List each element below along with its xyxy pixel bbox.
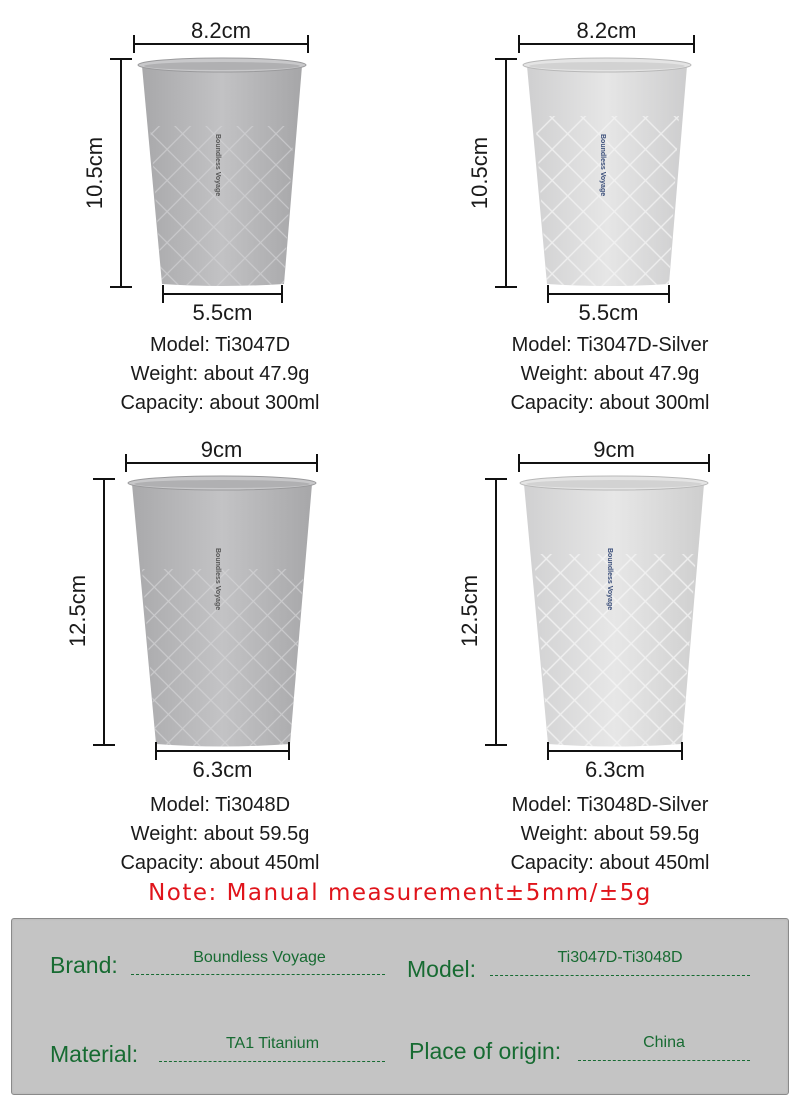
top-diameter-line bbox=[518, 462, 710, 464]
model-value: Ti3047D-Ti3048D bbox=[557, 949, 683, 966]
spec-block bbox=[450, 331, 770, 418]
height-label: 10.5cm bbox=[82, 136, 107, 210]
cup-logo-text: Boundless Voyage bbox=[214, 548, 221, 611]
brand-label: Brand: bbox=[50, 952, 118, 978]
spec-block bbox=[60, 331, 380, 418]
bottom-diameter-line bbox=[547, 293, 670, 295]
capacity-text: Capacity: about 450ml bbox=[120, 852, 320, 874]
cup-logo-text: Boundless Voyage bbox=[606, 548, 613, 611]
origin-value: China bbox=[643, 1034, 685, 1051]
bottom-diameter-label: 5.5cm bbox=[192, 300, 253, 325]
cup-image-gray-small bbox=[136, 56, 308, 288]
top-diameter-line bbox=[518, 43, 695, 45]
material-field bbox=[50, 1041, 138, 1068]
bottom-diameter-line bbox=[162, 293, 283, 295]
material-value: TA1 Titanium bbox=[225, 1035, 320, 1052]
height-label: 10.5cm bbox=[467, 136, 492, 210]
bottom-diameter-label: 6.3cm bbox=[192, 757, 253, 782]
top-diameter-label: 8.2cm bbox=[576, 18, 637, 43]
height-line bbox=[505, 58, 507, 288]
height-line bbox=[120, 58, 122, 288]
cup-logo-text: Boundless Voyage bbox=[599, 134, 606, 197]
weight-text: Weight: about 59.5g bbox=[130, 823, 310, 845]
top-diameter-line bbox=[125, 462, 318, 464]
cup-image-gray-large bbox=[126, 474, 318, 750]
model-label: Model: bbox=[407, 956, 477, 982]
origin-underline bbox=[578, 1060, 750, 1061]
top-diameter-line bbox=[133, 43, 309, 45]
bottom-diameter-line bbox=[155, 750, 290, 752]
model-text: Model: Ti3047D bbox=[149, 334, 291, 356]
height-label: 12.5cm bbox=[65, 574, 90, 648]
model-field bbox=[407, 956, 476, 983]
top-diameter-label: 8.2cm bbox=[191, 18, 251, 43]
material-label: Material: bbox=[50, 1041, 139, 1067]
capacity-text: Capacity: about 450ml bbox=[510, 852, 710, 874]
weight-text: Weight: about 47.9g bbox=[130, 363, 310, 385]
height-line bbox=[495, 478, 497, 746]
bottom-diameter-line bbox=[547, 750, 683, 752]
height-line bbox=[103, 478, 105, 746]
spec-block bbox=[450, 791, 770, 878]
cup-logo-text: Boundless Voyage bbox=[214, 134, 221, 197]
cup-image-silver-large bbox=[518, 474, 710, 750]
top-diameter-label: 9cm bbox=[200, 437, 243, 462]
top-diameter-label: 9cm bbox=[593, 437, 635, 462]
capacity-text: Capacity: about 300ml bbox=[510, 392, 710, 414]
weight-text: Weight: about 59.5g bbox=[520, 823, 700, 845]
brand-value: Boundless Voyage bbox=[193, 949, 326, 966]
weight-text: Weight: about 47.9g bbox=[520, 363, 700, 385]
brand-field bbox=[50, 952, 118, 979]
origin-label: Place of origin: bbox=[409, 1038, 562, 1064]
model-text: Model: Ti3048D-Silver bbox=[511, 794, 709, 816]
brand-underline bbox=[131, 974, 385, 975]
product-info-box bbox=[11, 918, 789, 1095]
material-underline bbox=[159, 1061, 385, 1062]
origin-field bbox=[409, 1038, 561, 1065]
model-text: Model: Ti3047D-Silver bbox=[511, 334, 709, 356]
capacity-text: Capacity: about 300ml bbox=[120, 392, 320, 414]
model-text: Model: Ti3048D bbox=[149, 794, 291, 816]
measurement-note: Note: Manual measurement±5mm/±5g bbox=[148, 880, 652, 906]
bottom-diameter-label: 5.5cm bbox=[578, 300, 639, 325]
height-label: 12.5cm bbox=[457, 574, 482, 648]
spec-block bbox=[60, 791, 380, 878]
bottom-diameter-label: 6.3cm bbox=[585, 757, 645, 782]
cup-image-silver-small bbox=[521, 56, 693, 288]
model-underline bbox=[490, 975, 750, 976]
